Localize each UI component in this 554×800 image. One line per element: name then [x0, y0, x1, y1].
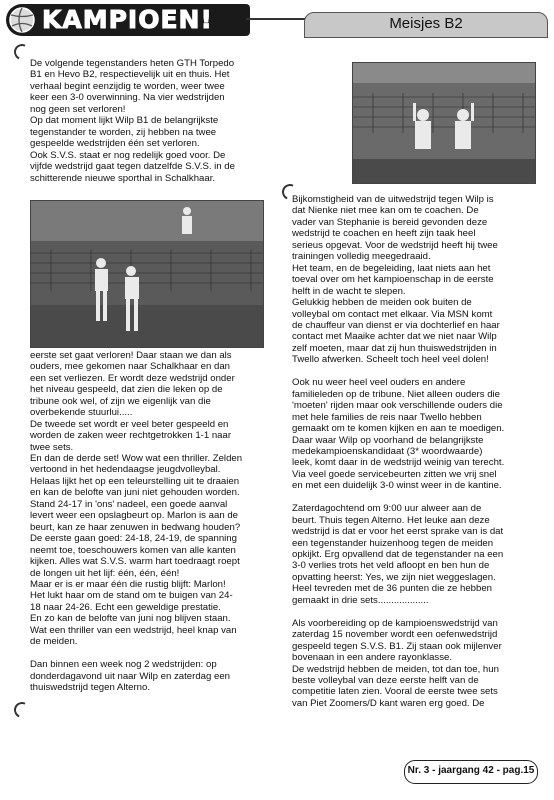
- paragraph-gap: [292, 366, 534, 377]
- text-line: overbekende stuurlui.....: [30, 407, 133, 419]
- text-line: een tegenstander huizenhoog tegen de meiden: [292, 537, 494, 549]
- text-line: Ook S.V.S. staat er nog redelijk goed voor. De: [30, 149, 226, 161]
- section-tab: [304, 12, 548, 38]
- title-banner: [6, 4, 250, 36]
- page-curl-mark-bottom: [12, 700, 33, 721]
- text-line: Als voorbereiding op de kampioenswedstrijd van: [292, 617, 498, 629]
- text-line: Ook nu weer heel veel ouders en andere: [292, 377, 466, 389]
- text-line: toeval over om het kampioenschap in de eerste: [292, 274, 494, 286]
- text-line: 3-0 verlies trots het veld afloopt en ben hun de: [292, 560, 490, 572]
- text-line: Heel tevreden met de 36 punten die ze hebben: [292, 583, 493, 595]
- paragraph-3: [30, 659, 284, 693]
- page-info: Nr. 3 - jaargang 42 - pag.15: [407, 765, 535, 776]
- text-line: de chauffeur van dienst er via dochterlief en haar: [292, 319, 500, 331]
- paragraph-gap: [30, 648, 284, 659]
- text-line: bovenaan in een andere rayonklasse.: [292, 652, 453, 664]
- text-line: dat Nienke niet mee kan om te coachen. De: [292, 205, 479, 217]
- text-line: vertoond in het hedendaagse jeugdvolleybal.: [30, 464, 221, 476]
- right-column: [292, 194, 534, 709]
- text-line: gespeeld tegen S.V.S. B1. Zij staan ook mijlenver: [292, 640, 502, 652]
- text-line: Het lukt haar om de stand om te buigen van 24-: [30, 590, 233, 602]
- text-line: En dan de derde set! Wow wat een thriller. Zelden: [30, 452, 243, 464]
- text-line: Via veel goede servicebeurten zitten we vrij snel: [292, 468, 497, 480]
- page-title: KAMPIOEN!: [42, 5, 213, 34]
- text-line: schitterende nieuwe sporthal in Schalkhaar.: [30, 172, 216, 184]
- text-line: donderdagavond uit naar Wilp en zaterdag een: [30, 670, 231, 682]
- paragraph-4: [292, 194, 534, 366]
- text-line: De wedstrijd hebben de meiden, tot dan toe, hun: [292, 663, 499, 675]
- text-line: twee sets.: [30, 441, 74, 453]
- paragraph-2: [30, 327, 284, 648]
- text-line: levert weer een opslagbeurt op. Marlon is aan de: [30, 510, 238, 522]
- text-line: thuiswedstrijd tegen Alterno.: [30, 682, 150, 694]
- text-line: trainingen volledig meegedraaid.: [292, 251, 431, 263]
- text-line: opvatting heerst: Yes, we zijn niet weggeslagen.: [292, 571, 496, 583]
- paragraph-gap: [292, 492, 534, 503]
- text-line: De volgende tegenstanders heten GTH Torpedo: [30, 58, 235, 69]
- paragraph-1: [30, 58, 284, 184]
- text-line: familieleden op de tribune. Niet alleen ouders die: [292, 388, 500, 400]
- volleyball-match-photo: [30, 200, 264, 348]
- text-line: kijken. Alles wat S.V.S. warm hart toedraagt roept: [30, 556, 240, 568]
- text-line: gemaakt om te komen kijken en aan te moedigen.: [292, 423, 505, 435]
- text-line: Gelukkig hebben de meiden ook buiten de: [292, 297, 472, 309]
- text-line: tribune ook wel, of zijn we eigenlijk van die: [30, 395, 211, 407]
- text-line: serieus opgevat. Voor de wedstrijd heeft hij twee: [292, 239, 498, 251]
- text-line: Bijkomstigheid van de uitwedstrijd tegen Wilp is: [292, 194, 494, 205]
- paragraph-5: [292, 377, 534, 492]
- text-line: 18 naar 24-26. Echt een geweldige prestatie.: [30, 601, 221, 613]
- paragraph-7: [292, 618, 534, 710]
- text-line: gespeelde wedstrijden één set verloren.: [30, 138, 200, 150]
- photo-1-image: [31, 201, 263, 347]
- text-line: Twello afwerken. Scheelt toch heel veel dolen!: [292, 354, 489, 366]
- text-line: beste volleybal van deze eerste helft van de: [292, 674, 479, 686]
- text-line: competitie laten zien. Vooral de eerste twee sets: [292, 686, 498, 698]
- text-line: beurt, kan ze haar zenuwen in bedwang houden?: [30, 521, 241, 533]
- text-line: tegenstander te worden, zij hebben na twee: [30, 126, 217, 138]
- text-line: vader van Stephanie is bereid gevonden deze: [292, 216, 488, 228]
- text-line: eerste set gaat verloren! Daar staan we dan als: [30, 349, 232, 361]
- text-line: De tweede set wordt er veel beter gespeeld en: [30, 418, 229, 430]
- paragraph-6: [292, 503, 534, 606]
- text-line: en met een duidelijk 3-0 winst weer in de kantine.: [292, 480, 502, 492]
- text-line: helft in de wacht te slepen.: [292, 285, 406, 297]
- text-line: Helaas lijkt het op een teleurstelling uit te draaien: [30, 475, 240, 487]
- text-line: verhaal begint eenzijdig te worden, weer twee: [30, 80, 225, 92]
- section-label: Meisjes B2: [389, 15, 463, 32]
- text-line: Maar er is er maar één die rustig blijft: Marlon!: [30, 578, 226, 590]
- text-line: zaterdag 15 november wordt een oefenwedstrijd: [292, 629, 498, 641]
- text-line: medekampioenskandidaat (3* woordwaarde): [292, 445, 483, 457]
- text-line: Op dat moment lijkt Wilp B1 de belangrijkste: [30, 115, 219, 127]
- text-line: Dan binnen een week nog 2 wedstrijden: op: [30, 659, 217, 671]
- left-column: [30, 58, 284, 693]
- text-line: contact met Maaike achter dat we niet naar Wilp: [292, 331, 497, 343]
- text-line: vijfde wedstrijd gaat tegen datzelfde S.V.S. in de: [30, 161, 235, 173]
- text-line: wedstrijd te coachen en heeft zijn taak heel: [292, 228, 476, 240]
- text-line: leek, komt daar in de wedstrijd weinig van terecht.: [292, 457, 505, 469]
- text-line: keer een 3-0 overwinning. Na vier wedstrijden: [30, 92, 225, 104]
- text-line: van Piet Zoomers/D kant waren erg goed. De: [292, 697, 485, 709]
- text-line: gemaakt in drie sets...................: [292, 594, 429, 606]
- paragraph-gap: [292, 606, 534, 617]
- text-line: met hele families de reis naar Twello hebben: [292, 411, 482, 423]
- photo-2-image: [353, 63, 535, 183]
- volleyball-icon: [8, 6, 36, 34]
- text-line: Daar waar Wilp op voorhand de belangrijkste: [292, 434, 484, 446]
- text-line: ouders, mee gekomen naar Schalkhaar en dan: [30, 361, 230, 373]
- text-line: 'moeten' rijden maar ook verschillende ouders die: [292, 400, 503, 412]
- text-line: worden de zaken weer rechtgetrokken 1-1 naar: [30, 430, 232, 442]
- text-line: een set verliezen. Er wordt deze wedstrijd onder: [30, 372, 235, 384]
- page-header: [6, 4, 548, 38]
- text-line: Het team, en de begeleiding, laat niets aan het: [292, 262, 491, 274]
- text-line: De eerste gaan goed: 24-18, 24-19, de spanning: [30, 533, 237, 545]
- text-line: nog geen set verloren!: [30, 103, 126, 115]
- text-line: opkijkt. Erg opvallend dat de tegenstander na een: [292, 549, 504, 561]
- text-line: Zaterdagochtend om 9:00 uur alweer aan de: [292, 503, 482, 515]
- text-line: wedstrijd is dat er voor het eerst sprake van is dat: [292, 526, 504, 538]
- text-line: En zo kan de belofte van juni nog blijven staan.: [30, 613, 231, 625]
- text-line: de meiden.: [30, 636, 78, 648]
- text-line: de longen uit het lijf: één, één, één!: [30, 567, 180, 579]
- text-line: neemt toe, toeschouwers komen van alle kanten: [30, 544, 236, 556]
- text-line: volleybal om contact met elkaar. Via MSN komt: [292, 308, 493, 320]
- text-line: en kan de belofte van juni niet gehouden worden.: [30, 487, 240, 499]
- text-line: zelf moeten, maar dat zij hun thuiswedstrijden in: [292, 342, 497, 354]
- page-number-badge: [404, 760, 538, 784]
- volleyball-players-at-net-photo: [352, 62, 536, 184]
- text-line: B1 en Hevo B2, respectievelijk uit en thuis. Het: [30, 69, 230, 81]
- text-line: Stand 24-17 in 'ons' nadeel, een goede aanval: [30, 498, 228, 510]
- text-line: het niveau gespeeld, dat zien die leken op de: [30, 384, 223, 396]
- text-line: Wat een thriller van een wedstrijd, heel knap van: [30, 624, 237, 636]
- text-line: beurt. Thuis tegen Alterno. Het leuke aan deze: [292, 514, 490, 526]
